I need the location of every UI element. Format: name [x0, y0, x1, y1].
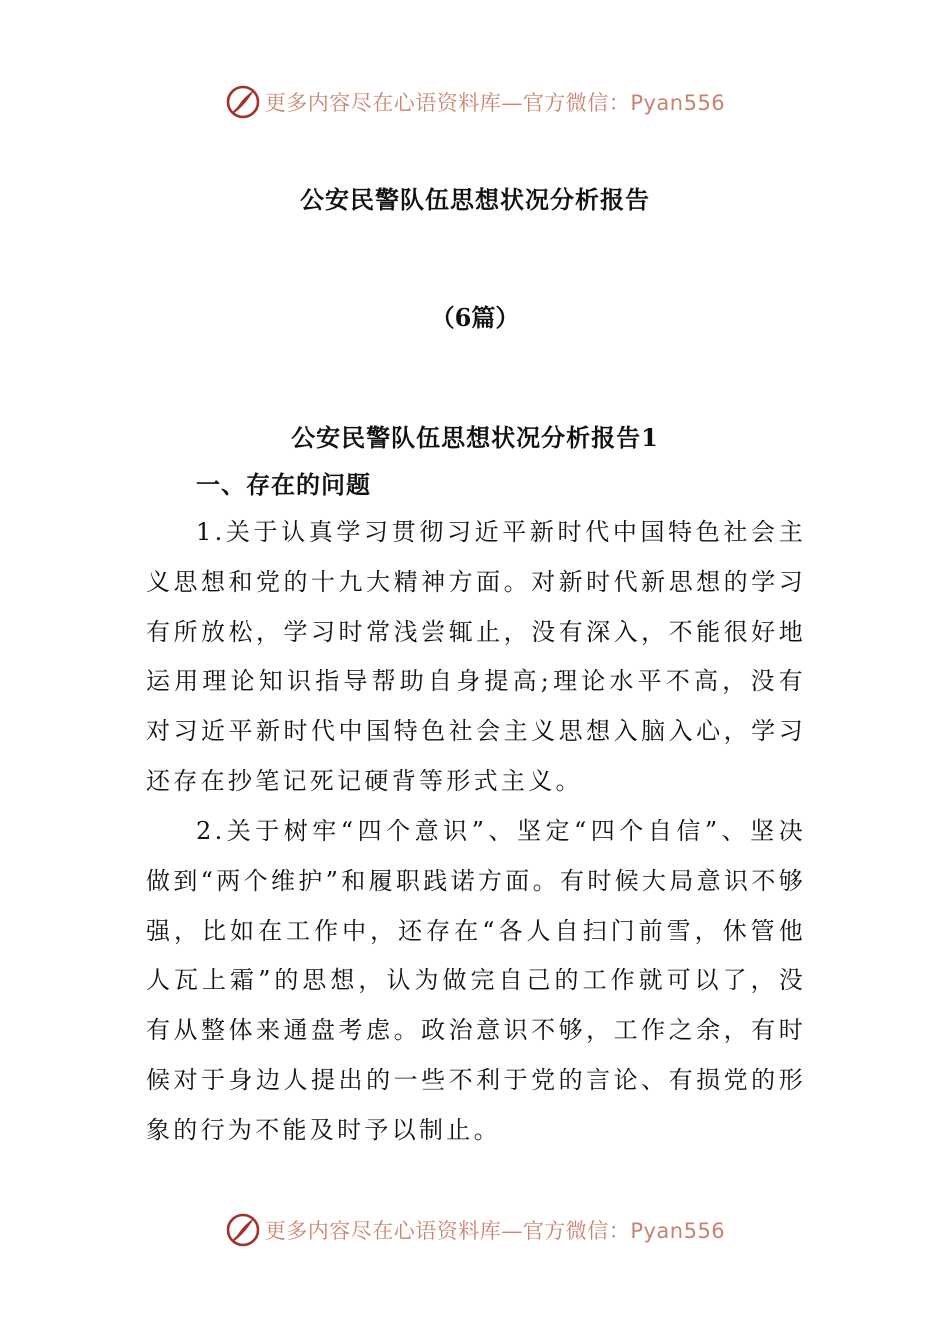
watermark-header	[0, 82, 950, 122]
watermark-footer	[0, 1210, 950, 1250]
watermark-channel: 官方微信：	[522, 1219, 631, 1243]
watermark-slogan: 更多内容尽在心语资料库	[264, 1219, 502, 1243]
document-count: （6篇）	[430, 303, 520, 332]
quill-pen-icon	[225, 1212, 261, 1248]
body-paragraph-1: 1.关于认真学习贯彻习近平新时代中国特色社会主义思想和党的十九大精神方面。对新时代新思想的学习有所放松，学习时常浅尝辄止，没有深入，不能很好地运用理论知识指导帮助自身提高;理论水平不高，没有对习近平新时代中国特色社会主义思想入脑入心，学习还存在抄笔记死记硬背等形式主义。	[146, 518, 806, 795]
watermark-account: Pyan556	[630, 1219, 726, 1243]
document-title: 公安民警队伍思想状况分析报告	[300, 185, 650, 214]
watermark-dash: —	[501, 1219, 523, 1243]
watermark-text	[265, 87, 725, 117]
report-title: 公安民警队伍思想状况分析报告1	[291, 423, 659, 452]
watermark-account: Pyan556	[630, 91, 726, 115]
watermark-text	[265, 1215, 725, 1245]
section-heading: 一、存在的问题	[196, 470, 371, 499]
watermark-dash: —	[501, 91, 523, 115]
watermark-slogan: 更多内容尽在心语资料库	[264, 91, 502, 115]
quill-pen-icon	[225, 84, 261, 120]
watermark-channel: 官方微信：	[522, 91, 631, 115]
body-paragraph-2: 2.关于树牢“四个意识”、坚定“四个自信”、坚决做到“两个维护”和履职践诺方面。有时候大局意识不够强，比如在工作中，还存在“各人自扫门前雪，休管他人瓦上霜”的思想，认为做完自己的工作就可以了，没有从整体来通盘考虑。政治意识不够，工作之余，有时候对于身边人提出的一些不利于党的言论、有损党的形象的行为不能及时予以制止。	[146, 817, 806, 1144]
